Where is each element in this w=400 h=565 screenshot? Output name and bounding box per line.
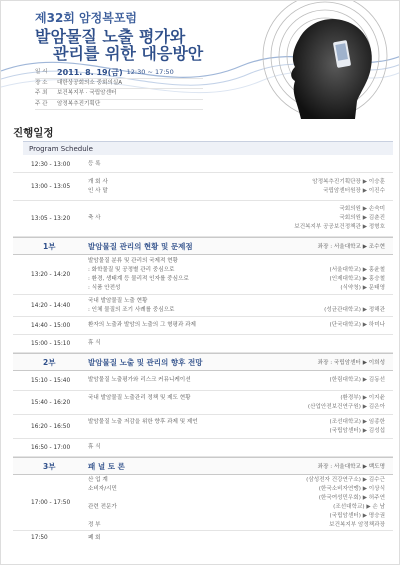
- section-title: 진행일정: [13, 127, 54, 139]
- row-content: [88, 531, 393, 545]
- row-time: 14:40 - 15:00: [31, 322, 71, 329]
- row-line: [88, 427, 393, 436]
- row-time: 15:00 - 15:10: [31, 340, 71, 347]
- line-speaker: (식약청) ▶ 문태영: [340, 284, 385, 291]
- row-line: [88, 160, 393, 169]
- line-title: 발암물질 노출 저감을 위한 향후 과제 및 제언: [88, 418, 198, 425]
- row-time: 14:20 - 14:40: [31, 302, 71, 309]
- row-line: [88, 376, 393, 385]
- header-text: [35, 9, 203, 110]
- line-title: 발암물질 노출평가와 리스크 커뮤니케이션: [88, 377, 191, 383]
- line-title: 국내 발암물질 노출 현황: [88, 297, 148, 304]
- line-title: 국내 발암물질 노출관리 정책 및 제도 현황: [88, 394, 191, 401]
- schedule-row: [13, 317, 393, 335]
- row-line: [88, 257, 393, 266]
- row-time: 17:50: [31, 535, 48, 541]
- schedule-label: Program Schedule: [23, 141, 393, 155]
- schedule-row: [13, 439, 393, 457]
- row-line: [88, 476, 393, 485]
- row-time: 16:20 - 16:50: [31, 423, 71, 430]
- line-speaker: (성균관대학교) ▶ 정해관: [324, 306, 385, 313]
- row-line: [88, 275, 393, 284]
- info-key: 주 관: [35, 100, 48, 107]
- row-content: [88, 173, 393, 200]
- row-line: [88, 266, 393, 275]
- row-line: [88, 534, 393, 543]
- line-title: 휴 식: [88, 340, 101, 346]
- forum-title: [35, 28, 203, 62]
- row-content: [88, 317, 393, 334]
- session-number: 3부: [43, 461, 56, 471]
- line-title: 휴 식: [88, 444, 101, 450]
- line-title: 소비자/시민: [88, 485, 117, 492]
- row-line: [88, 223, 393, 232]
- line-title: 폐 회: [88, 534, 101, 541]
- row-time: 13:00 - 13:05: [31, 183, 71, 190]
- title-line-1: 발암물질 노출 평가와: [35, 27, 186, 46]
- event-number: 제32회 암정복포럼: [35, 11, 138, 25]
- info-host-row: [35, 89, 203, 100]
- line-title: 환자의 노출과 발암의 노출의 그 형평과 과제: [88, 322, 196, 328]
- line-speaker: (환경부) ▶ 이지윤: [340, 394, 385, 401]
- title-line-2: 관리를 위한 대응방안: [53, 44, 204, 63]
- line-title: 개 회 사: [88, 178, 108, 185]
- row-line: [88, 214, 393, 223]
- schedule-row: [13, 335, 393, 353]
- session-header-1: [13, 237, 393, 255]
- line-speaker: (한국소비자연맹) ▶ 이상식: [318, 485, 385, 492]
- line-title: 축 사: [88, 215, 101, 221]
- line-title: : 화학물질 및 공정별 관리 중심으로: [88, 266, 175, 273]
- line-speaker: 보건복지부 공공보건정책관 ▶ 정형호: [294, 224, 385, 230]
- line-speaker: (조선대학교) ▶ 손 남: [333, 503, 385, 510]
- line-speaker: (국립암센터) ▶ 명승권: [329, 512, 385, 519]
- session-number: 2부: [43, 357, 56, 367]
- line-title: 인 사 말: [88, 187, 108, 194]
- row-line: [88, 306, 393, 315]
- info-value: 보건복지부 · 국립암센터: [57, 90, 117, 97]
- line-speaker: (삼성전자 건강연구소) ▶ 김수근: [306, 476, 385, 483]
- poster-header: [1, 1, 400, 119]
- schedule-row: [13, 255, 393, 295]
- schedule-row: [13, 391, 393, 415]
- row-content: [88, 157, 393, 172]
- line-speaker: (한림대학교) ▶ 김동선: [329, 377, 385, 383]
- head-silhouette-illustration: [243, 1, 393, 119]
- row-line: [88, 321, 393, 330]
- info-time: 12:30 ~ 17:50: [126, 68, 174, 76]
- line-title: 정 부: [88, 521, 101, 528]
- line-speaker: (서울대학교) ▶ 홍윤철: [329, 266, 385, 273]
- row-time: 15:40 - 16:20: [31, 399, 71, 406]
- line-speaker: (인제대학교) ▶ 홍승철: [329, 275, 385, 282]
- row-content: [88, 371, 393, 390]
- row-line: [88, 494, 393, 503]
- schedule-row: [13, 157, 393, 173]
- row-line: [88, 512, 393, 521]
- schedule-row: [13, 173, 393, 201]
- line-speaker: 국회의원 ▶ 손숙미: [339, 206, 385, 212]
- info-key: 일 시: [35, 69, 48, 75]
- info-value: 암정복추진기획단: [57, 100, 101, 107]
- row-line: [88, 485, 393, 494]
- line-title: 발암물질 분류 및 관리의 국제적 현황: [88, 257, 178, 264]
- line-title: : 환경, 생태계 등 물리적 인자를 중심으로: [88, 275, 189, 282]
- row-line: [88, 443, 393, 452]
- info-key: 주 최: [35, 90, 48, 97]
- schedule-row: [13, 295, 393, 317]
- row-line: [88, 187, 393, 196]
- line-title: 관련 전문가: [88, 503, 117, 510]
- info-key: 장 소: [35, 79, 48, 86]
- schedule-row: [13, 531, 393, 545]
- info-date: 2011. 8. 19(금): [57, 68, 123, 77]
- row-line: [88, 418, 393, 427]
- line-title: : 인체 물질의 조기 사례를 중심으로: [88, 306, 175, 313]
- schedule-row: [13, 371, 393, 391]
- row-line: [88, 284, 393, 293]
- session-chair: 좌장 : 서울대학교 ▶ 조수현: [317, 244, 385, 250]
- row-line: [88, 339, 393, 348]
- info-organizer-row: [35, 100, 203, 111]
- row-line: [88, 403, 393, 412]
- session-chair: 좌장 : 서울대학교 ▶ 백도명: [317, 464, 385, 470]
- session-number: 1부: [43, 241, 56, 251]
- info-date-row: [35, 68, 203, 79]
- session-title: 패 널 토 론: [88, 461, 125, 471]
- program-table: [13, 157, 393, 545]
- session-header-2: [13, 353, 393, 371]
- row-line: [88, 297, 393, 306]
- row-line: [88, 521, 393, 530]
- line-speaker: 보건복지부 암정책과장: [329, 521, 385, 528]
- row-time: 17:00 - 17:50: [31, 499, 71, 506]
- row-time: 13:05 - 13:20: [31, 215, 71, 222]
- row-line: [88, 394, 393, 403]
- row-content: [88, 255, 393, 294]
- schedule-row: [13, 475, 393, 531]
- row-content: [88, 391, 393, 414]
- row-content: [88, 415, 393, 438]
- session-chair: 좌장 : 국립암센터 ▶ 이희성: [317, 360, 385, 366]
- line-title: 등 록: [88, 161, 101, 167]
- info-place-row: [35, 79, 203, 90]
- row-time: 13:20 - 14:20: [31, 271, 71, 278]
- schedule-row: [13, 201, 393, 237]
- row-content: [88, 295, 393, 316]
- line-speaker: (조선대학교) ▶ 임종한: [329, 418, 385, 425]
- line-speaker: (국립암센터) ▶ 김성섭: [329, 427, 385, 434]
- row-content: [88, 201, 393, 236]
- row-line: [88, 205, 393, 214]
- row-time: 12:30 - 13:00: [31, 161, 71, 168]
- row-line: [88, 503, 393, 512]
- event-info: [35, 68, 203, 110]
- line-speaker: 국회의원 ▶ 김춘진: [339, 215, 385, 221]
- row-content: [88, 475, 393, 530]
- session-title: 발암물질 노출 및 관리의 향후 전망: [88, 357, 203, 367]
- schedule-row: [13, 415, 393, 439]
- row-content: [88, 439, 393, 456]
- line-title: : 식품 안전성: [88, 284, 121, 291]
- line-speaker: (산업안전보건연구원) ▶ 김은아: [307, 403, 385, 410]
- session-header-3: [13, 457, 393, 475]
- line-speaker: (한국여성민우회) ▶ 허주연: [318, 494, 385, 501]
- row-line: [88, 178, 393, 187]
- line-speaker: 국립암센터원장 ▶ 이진수: [323, 187, 385, 194]
- session-title: 발암물질 관리의 현황 및 문제점: [88, 241, 193, 251]
- line-speaker: (단국대학교) ▶ 하미나: [329, 322, 385, 328]
- info-value: 대한상공회의소 중회의실A: [57, 79, 123, 86]
- row-content: [88, 335, 393, 352]
- row-time: 15:10 - 15:40: [31, 377, 71, 384]
- row-time: 16:50 - 17:00: [31, 444, 71, 451]
- line-title: 산 업 계: [88, 476, 108, 483]
- line-speaker: 암정복추진기획단장 ▶ 이승훈: [312, 178, 385, 185]
